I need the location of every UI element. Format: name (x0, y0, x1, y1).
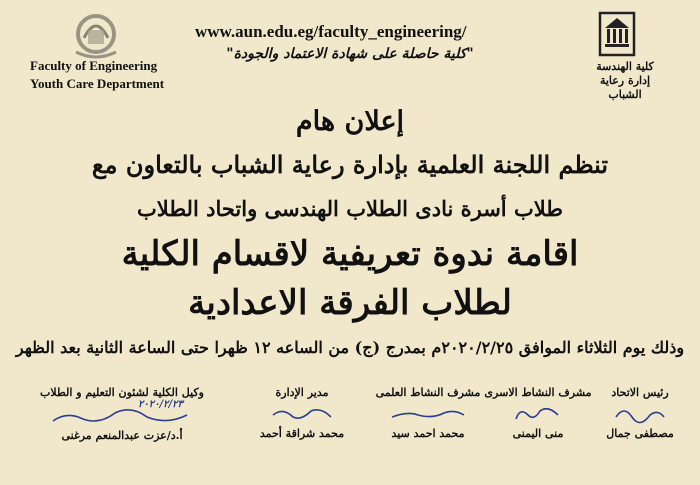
handwritten-signature (388, 403, 468, 425)
signature-title: وكيل الكلية لشئون التعليم و الطلاب (40, 386, 204, 399)
handwritten-date: ٢٠٢٠/٢/٢٣ (138, 399, 183, 410)
signature-scientific-activity-supervisor (372, 386, 484, 440)
accreditation-note: "كلية حاصلة على شهادة الاعتماد والجودة" (226, 46, 474, 62)
announcement-line-1: تنظم اللجنة العلمية بإدارة رعاية الشباب بالتعاون مع (91, 150, 609, 179)
faculty-ar-line: كلية الهندسة (596, 60, 654, 73)
signature-title: رئيس الاتحاد (611, 386, 669, 399)
signature-department-director (246, 386, 358, 440)
signature-title: مشرف النشاط الاسرى (484, 386, 592, 399)
faculty-name-ar (590, 60, 660, 102)
announcement-line-4: لطلاب الفرقة الاعدادية (188, 283, 512, 323)
signature-name: محمد احمد سيد (391, 427, 465, 440)
handwritten-signature (508, 403, 568, 425)
department-name-en: Youth Care Department (30, 76, 165, 91)
signature-area (18, 401, 226, 429)
faculty-url: www.aun.edu.eg/faculty_engineering/ (195, 22, 467, 41)
signature-name: منى اليمنى (512, 427, 564, 440)
signature-name: أ.د/عزت عبدالمنعم مرغنى (61, 429, 183, 442)
announcement-line-2: طلاب أسرة نادى الطلاب الهندسى واتحاد الطلاب (137, 196, 563, 221)
signature-family-activity-supervisor (482, 386, 594, 440)
signature-name: مصطفى جمال (606, 427, 674, 440)
faculty-name-en: Faculty of Engineering (30, 58, 158, 73)
handwritten-signature (267, 403, 337, 425)
signature-name: محمد شراقة أحمد (259, 427, 345, 440)
signature-union-president (588, 386, 692, 440)
announcement-heading: إعلان هام (295, 106, 405, 137)
signature-title: مشرف النشاط العلمى (375, 386, 481, 399)
handwritten-signature (610, 403, 670, 425)
announcement-line-3: اقامة ندوة تعريفية لاقسام الكلية (121, 234, 579, 274)
university-logo (597, 10, 637, 58)
event-date-line: وذلك يوم الثلاثاء الموافق ٢٠٢٠/٢/٢٥م بمدرج (ج) من الساعه ١٢ ظهرا حتى الساعة الثانية بعد الظهر (15, 338, 685, 357)
signature-vice-dean (18, 386, 226, 442)
signature-title: مدير الإدارة (275, 386, 329, 399)
department-ar-line: إدارة رعاية الشباب (599, 74, 651, 101)
